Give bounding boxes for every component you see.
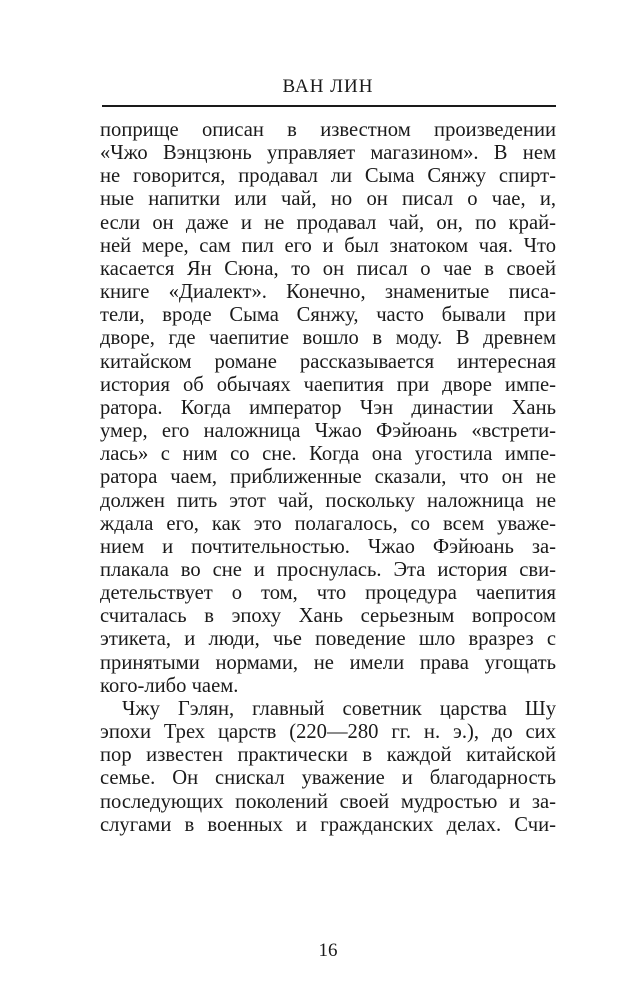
text-line: ратора. Когда император Чэн династии Хань [100, 396, 556, 419]
text-line: если он даже и не продавал чай, он, по край- [100, 211, 556, 234]
header-rule [102, 105, 556, 107]
text-line: книге «Диалект». Конечно, знаменитые писа- [100, 281, 556, 304]
text-line: детельствует о том, что процедура чаепития [100, 582, 556, 605]
text-line: эпохи Трех царств (220—280 гг. н. э.), до сих [100, 721, 556, 744]
text-line: пор известен практически в каждой китайской [100, 744, 556, 767]
text-line: плакала во сне и проснулась. Эта история сви- [100, 558, 556, 581]
paragraph-1 [100, 119, 556, 698]
text-line: принятыми нормами, не имели права угощать [100, 651, 556, 674]
text-line: история об обычаях чаепития при дворе импе- [100, 373, 556, 396]
text-line: дворе, где чаепитие вошло в моду. В древнем [100, 327, 556, 350]
text-line: слугами в военных и гражданских делах. Счи- [100, 813, 556, 836]
text-line: должен пить этот чай, поскольку наложница не [100, 489, 556, 512]
text-line: касается Ян Сюна, то он писал о чае в своей [100, 257, 556, 280]
text-line: считалась в эпоху Хань серьезным вопросом [100, 605, 556, 628]
text-line: «Чжо Вэнцзюнь управляет магазином». В нем [100, 142, 556, 165]
text-line: кого-либо чаем. [100, 674, 239, 697]
text-line: последующих поколений своей мудростью и за- [100, 790, 556, 813]
text-line: нием и почтительностью. Чжао Фэйюань за- [100, 535, 556, 558]
text-line: ратора чаем, приближенные сказали, что он не [100, 466, 556, 489]
text-line: умер, его наложница Чжао Фэйюань «встрети- [100, 420, 556, 443]
text-line: лась» с ним со сне. Когда она угостила импе- [100, 443, 556, 466]
text-line: ные напитки или чай, но он писал о чае, и, [100, 188, 556, 211]
text-line: поприще описан в известном произведении [100, 119, 556, 141]
text-line: ней мере, сам пил его и был знатоком чая. Что [100, 234, 556, 257]
text-line: этикета, и люди, чье поведение шло вразрез с [100, 628, 556, 651]
page-number: 16 [318, 940, 338, 961]
text-line: семье. Он снискал уважение и благодарность [100, 767, 556, 790]
text-line: тели, вроде Сыма Сянжу, часто бывали при [100, 304, 556, 327]
page-body [100, 119, 556, 837]
running-header: ВАН ЛИН [282, 76, 374, 97]
text-line: Чжу Гэлян, главный советник царства Шу [122, 697, 556, 720]
paragraph-2 [100, 698, 556, 837]
text-line: китайском романе рассказывается интересная [100, 350, 556, 373]
text-line: ждала его, как это полагалось, со всем уваже- [100, 512, 556, 535]
text-line: не говорится, продавал ли Сыма Сянжу спирт- [100, 165, 556, 188]
